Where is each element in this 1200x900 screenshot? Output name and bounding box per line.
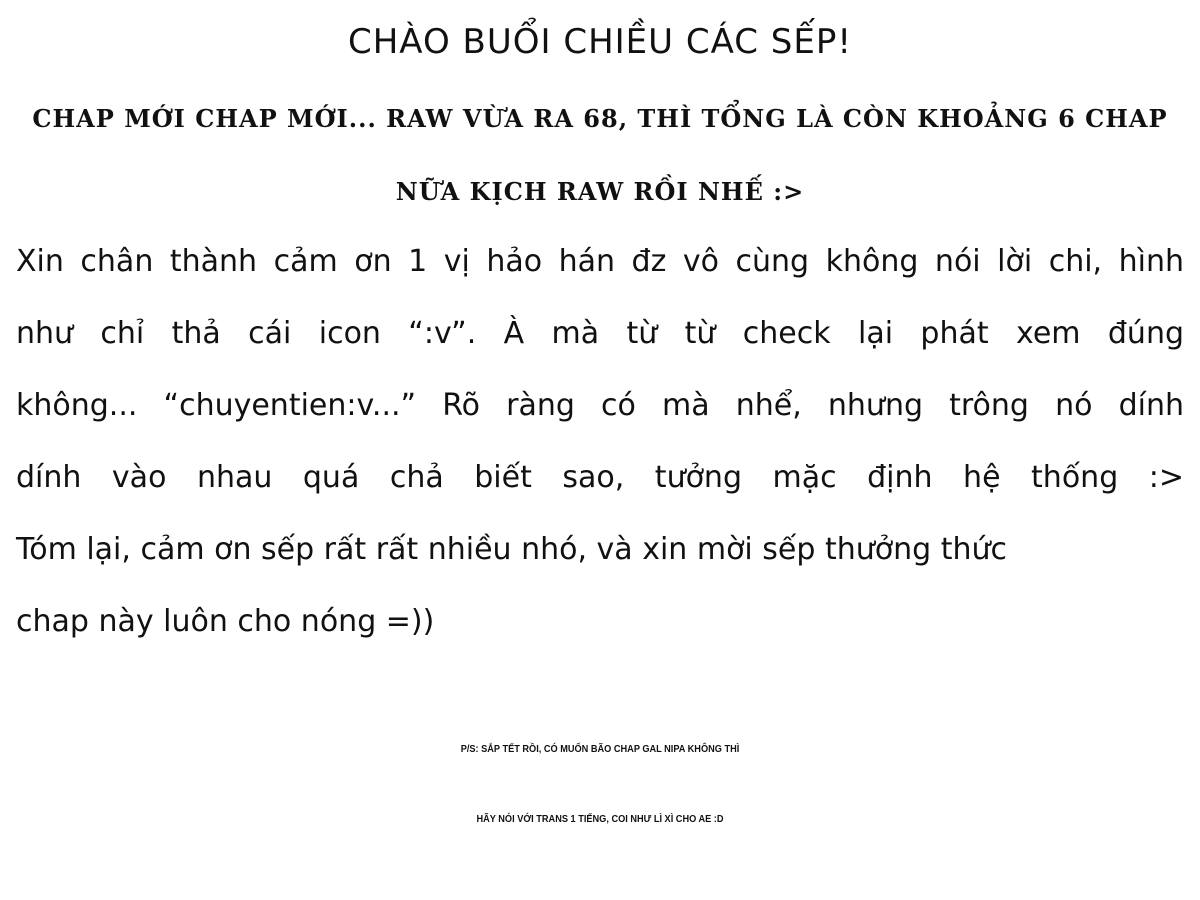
body-line-1: Xin chân thành cảm ơn 1 vị hảo hán đz vô cùng không nói lời chi, hình bbox=[16, 244, 1184, 279]
body-line-2: như chỉ thả cái icon “:v”. À mà từ từ check lại phát xem đúng bbox=[16, 316, 1184, 351]
announcement-line-1: CHAP MỚI CHAP MỚI... RAW VỪA RA 68, THÌ TỔNG LÀ CÒN KHOẢNG 6 CHAP bbox=[32, 104, 1168, 133]
ps-line-1: P/S: SẮP TẾT RỒI, CÓ MUỐN BÃO CHAP GAL NIPA KHÔNG THÌ bbox=[460, 744, 740, 755]
body-line-5: Tóm lại, cảm ơn sếp rất rất nhiều nhó, và xin mời sếp thưởng thức bbox=[16, 532, 1007, 567]
body-line-6: chap này luôn cho nóng =)) bbox=[16, 604, 435, 639]
announcement-line-2: NỮA KỊCH RAW RỒI NHẾ :> bbox=[395, 177, 805, 206]
greeting-heading: CHÀO BUỔI CHIỀU CÁC SẾP! bbox=[347, 22, 852, 62]
body-line-3: không... “chuyentien:v...” Rõ ràng có mà nhể, nhưng trông nó dính bbox=[16, 388, 1184, 423]
body-line-4: dính vào nhau quá chả biết sao, tưởng mặc định hệ thống :> bbox=[16, 460, 1184, 495]
ps-line-2: HÃY NÓI VỚI TRANS 1 TIẾNG, COI NHƯ LÌ XÌ CHO AE :D bbox=[476, 814, 724, 825]
